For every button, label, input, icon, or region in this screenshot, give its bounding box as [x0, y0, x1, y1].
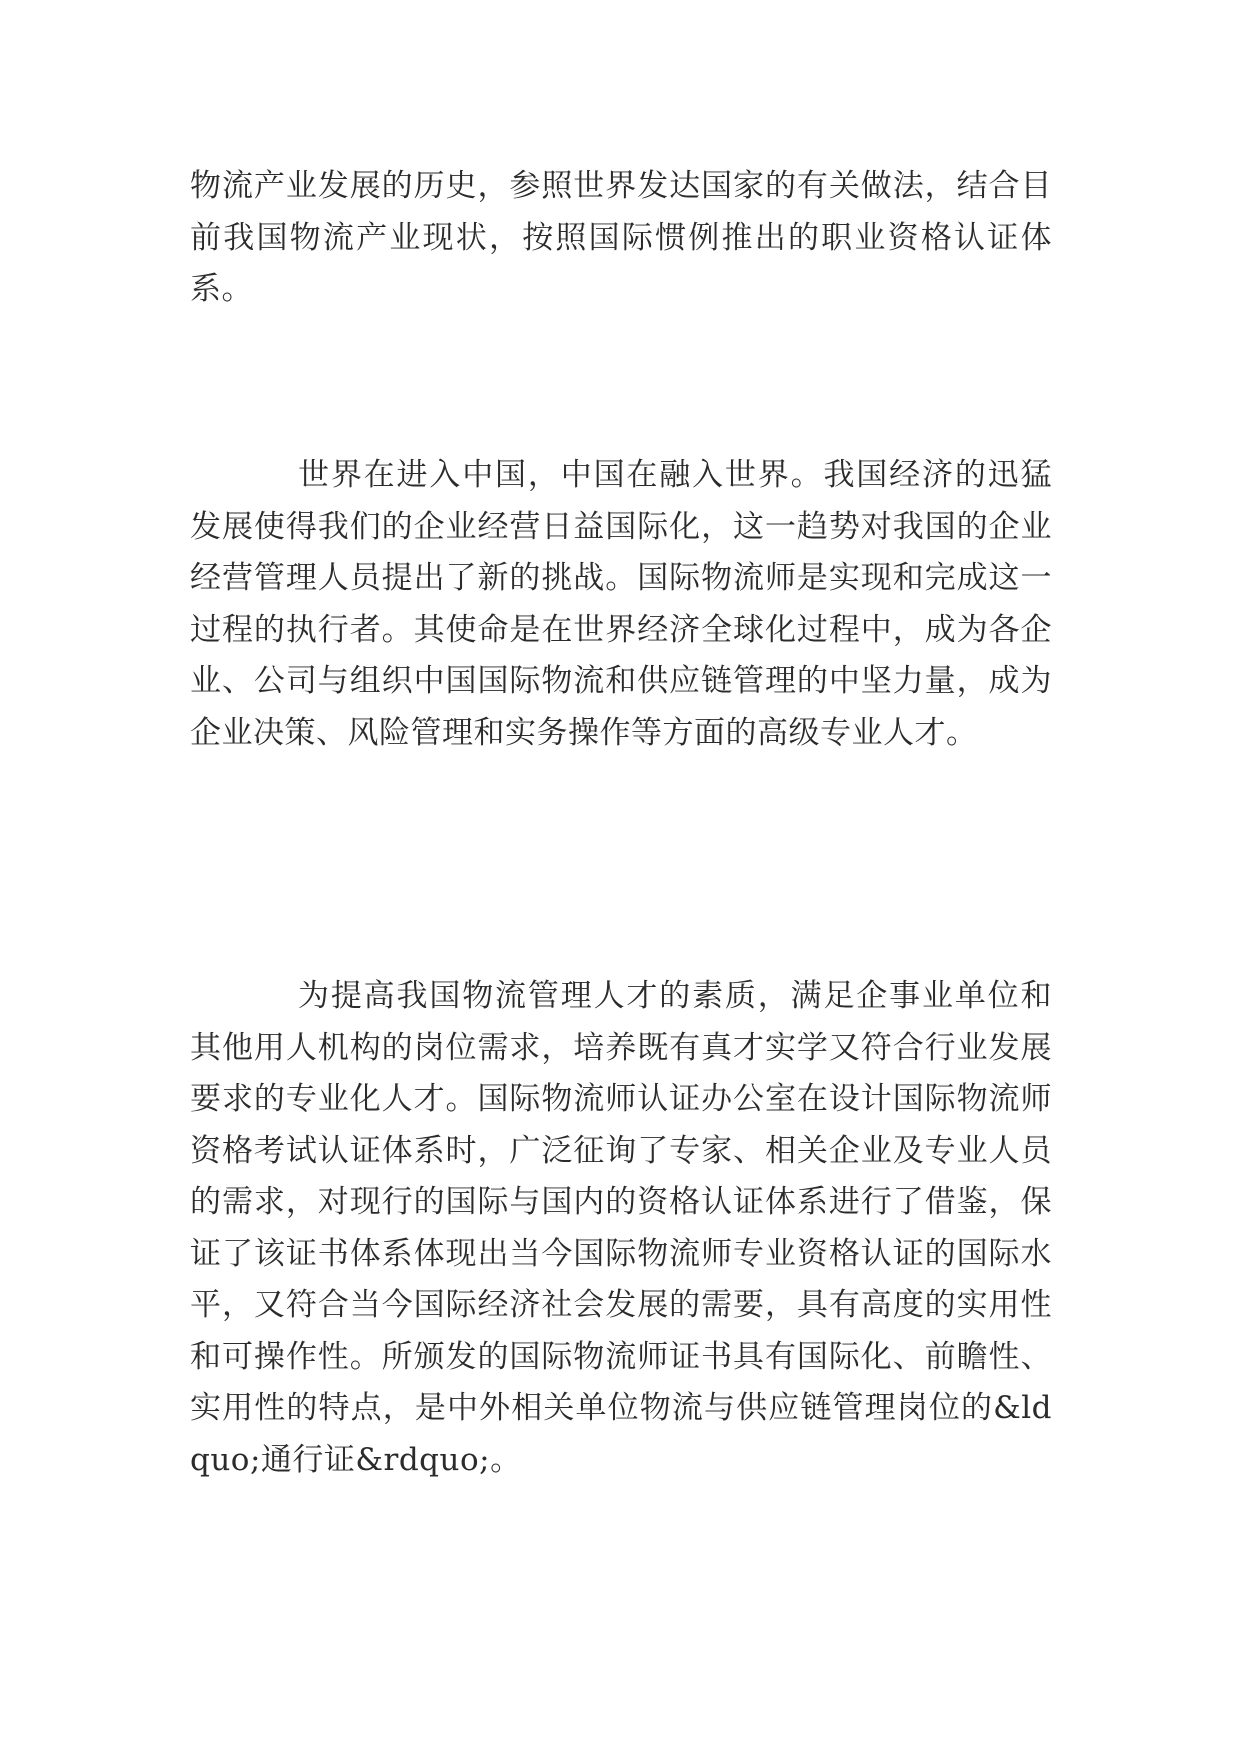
paragraph-3: 为提高我国物流管理人才的素质，满足企事业单位和其他用人机构的岗位需求，培养既有真才实学又符合行业发展要求的专业化人才。国际物流师认证办公室在设计国际物流师资格考试认证体系时，广泛征询了专家、相关企业及专业人员的需求，对现行的国际与国内的资格认证体系进行了借鉴，保证了该证书体系体现出当今国际物流师专业资格认证的国际水平，又符合当今国际经济社会发展的需要，具有高度的实用性和可操作性。所颁发的国际物流师证书具有国际化、前瞻性、实用性的特点，是中外相关单位物流与供应链管理岗位的&ldquo;通行证&rdquo;。	[190, 978, 1052, 1478]
paragraph-1: 物流产业发展的历史，参照世界发达国家的有关做法，结合目前我国物流产业现状，按照国际惯例推出的职业资格认证体系。	[190, 168, 1052, 307]
paragraph-2: 世界在进入中国，中国在融入世界。我国经济的迅猛发展使得我们的企业经营日益国际化，这一趋势对我国的企业经营管理人员提出了新的挑战。国际物流师是实现和完成这一过程的执行者。其使命是在世界经济全球化过程中，成为各企业、公司与组织中国国际物流和供应链管理的中坚力量，成为企业决策、风险管理和实务操作等方面的高级专业人才。	[190, 457, 1052, 751]
